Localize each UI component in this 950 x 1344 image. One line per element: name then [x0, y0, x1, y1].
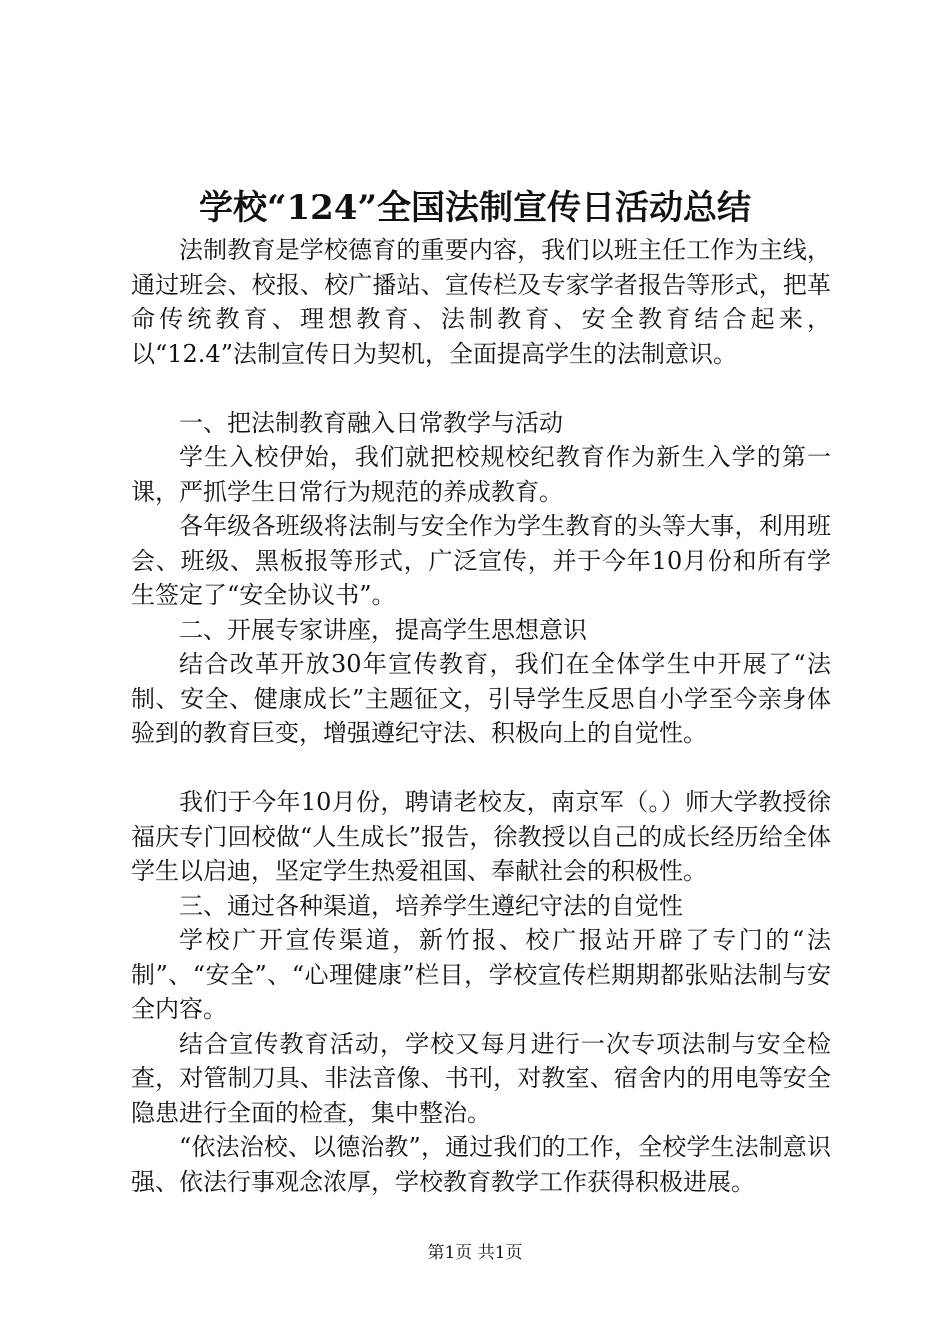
- section-2-paragraph-2: 我们于今年10月份，聘请老校友，南京军（。）师大学教授徐福庆专门回校做“人生成长”报告，徐教授以自己的成长经历给全体学生以启迪，坚定学生热爱祖国、奉献社会的积极性。: [131, 788, 831, 885]
- paragraph-gap: [131, 751, 831, 786]
- section-1-paragraph-2: 各年级各班级将法制与安全作为学生教育的头等大事，利用班会、班级、黑板报等形式，广泛宣传，并于今年10月份和所有学生签定了“安全协议书”。: [131, 512, 831, 609]
- page-footer: 第1页 共1页: [427, 1243, 523, 1263]
- intro-paragraph: 法制教育是学校德育的重要内容，我们以班主任工作为主线，通过班会、校报、校广播站、宣传栏及专家学者报告等形式，把革命传统教育、理想教育、法制教育、安全教育结合起来，以“12.4”法制宣传日为契机，全面提高学生的法制意识。: [131, 236, 831, 368]
- section-1-paragraph-1: 学生入校伊始，我们就把校规校纪教育作为新生入学的第一课，严抓学生日常行为规范的养成教育。: [131, 443, 831, 506]
- document-title: 学校“124”全国法制宣传日活动总结: [198, 188, 752, 228]
- section-3-paragraph-1: 学校广开宣传渠道，新竹报、校广报站开辟了专门的“法制”、“安全”、“心理健康”栏目，学校宣传栏期期都张贴法制与安全内容。: [131, 926, 831, 1023]
- section-3-paragraph-3: “依法治校、以德治教”，通过我们的工作，全校学生法制意识强、依法行事观念浓厚，学校教育教学工作获得积极进展。: [131, 1133, 831, 1196]
- paragraph-gap: [131, 371, 831, 406]
- section-3-heading: 三、通过各种渠道，培养学生遵纪守法的自觉性: [179, 891, 683, 920]
- section-2-heading: 二、开展专家讲座，提高学生思想意识: [179, 615, 587, 644]
- document-body: [131, 233, 831, 1199]
- section-1-heading: 一、把法制教育融入日常教学与活动: [179, 408, 563, 437]
- section-3-paragraph-2: 结合宣传教育活动，学校又每月进行一次专项法制与安全检查，对管制刀具、非法音像、书刊，对教室、宿舍内的用电等安全隐患进行全面的检查，集中整治。: [131, 1029, 831, 1127]
- section-2-paragraph-1: 结合改革开放30年宣传教育，我们在全体学生中开展了“法制、安全、健康成长”主题征文，引导学生反思自小学至今亲身体验到的教育巨变，增强遵纪守法、积极向上的自觉性。: [131, 650, 831, 747]
